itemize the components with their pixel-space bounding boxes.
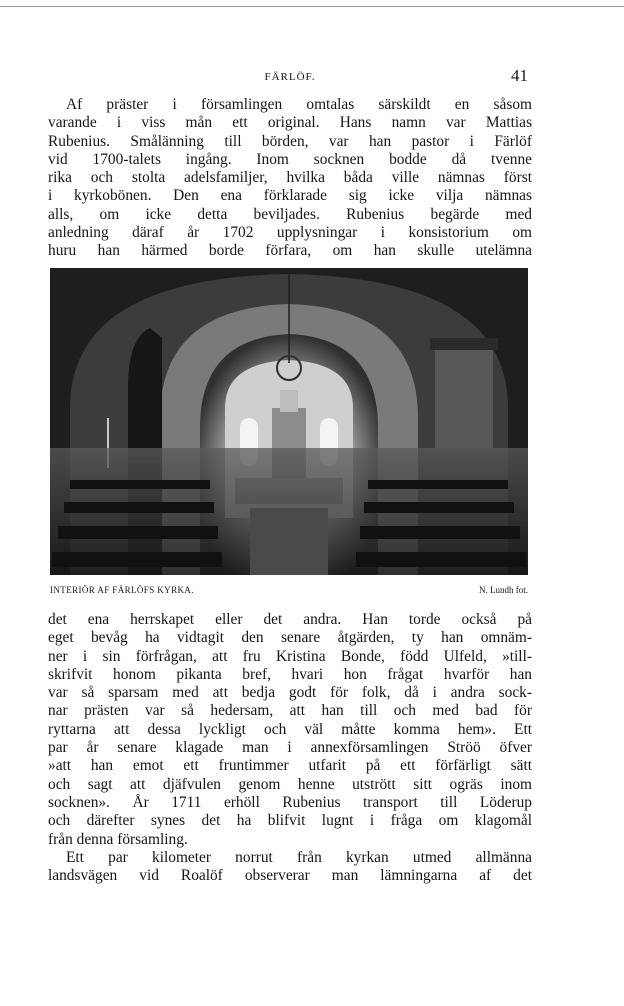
text-line: nar prästen var så hedersam, att han till och med bad för (48, 702, 532, 720)
text-line: var så sparsam med att bedja godt för folk, då i andra sock- (48, 684, 532, 702)
figure-caption (50, 585, 528, 599)
text-line: i kyrkobönen. Den ena förklarade sig icke vilja nämnas (48, 187, 532, 205)
text-line: huru han härmed borde förfara, om han skulle utelämna (48, 242, 532, 260)
text-line: varande i viss mån ett original. Hans namn var Mattias (48, 114, 532, 132)
text-line: alls, om icke detta beviljades. Rubenius begärde med (48, 205, 532, 223)
text-line: Ett par kilometer norrut från kyrkan utmed allmänna (66, 848, 532, 866)
text-line: det ena herrskapet eller det andra. Han torde också på (48, 611, 532, 628)
text-line: skrifvit honom pikanta bref, hvari hon frågat hvarför han (48, 665, 532, 683)
text-line: och sagt att djäfvulen genom henne utstrött sitt ogräs inom (48, 775, 532, 793)
top-rule (0, 6, 624, 7)
text-line: ryttarna att dessa lyckligt och väl måtte komma hem». Ett (48, 720, 532, 738)
text-line: landsvägen vid Roalöf observerar man lämningarna af det (48, 867, 532, 885)
text-line: ner i sin förfrågan, att fru Kristina Bonde, född Ulfeld, »till- (48, 647, 532, 665)
text-line: rika och stolta adelsfamiljer, hvilka båda ville nämnas först (48, 169, 532, 187)
page-number: 41 (511, 66, 528, 85)
page-header (48, 66, 532, 88)
caption-title: INTERIÖR AF FÄRLÖFS KYRKA. (50, 585, 194, 595)
text-line: anledning däraf år 1702 upplysningar i konsistorium om (48, 224, 532, 242)
text-line: vid 1700-talets ingång. Inom socknen bodde då tvenne (48, 150, 532, 168)
text-line: Rubenius. Smålänning till börden, var han pastor i Färlöf (48, 132, 532, 150)
paragraph-2 (48, 611, 532, 885)
text-line: och därefter synes det ha blifvit lugnt i fråga om klagomål (48, 812, 532, 830)
text-line: socknen». År 1711 erhöll Rubenius transport till Löderup (48, 793, 532, 811)
church-interior-photo (50, 268, 528, 575)
photo-credit: N. Lundh fot. (479, 585, 528, 595)
text-line: från denna församling. (48, 830, 188, 848)
text-line: Af präster i församlingen omtalas särskildt en såsom (66, 96, 532, 113)
text-line: eget bevåg ha vidtagit den senare åtgärden, ty han omnäm- (48, 629, 532, 647)
running-title: FÄRLÖF. (264, 71, 316, 83)
text-line: par år senare klagade man i annexförsamlingen Ströö öfver (48, 739, 532, 757)
paragraph-1 (48, 96, 532, 261)
text-line: »att han emot ett fruntimmer utfarit på ett förfärligt sätt (48, 757, 532, 775)
